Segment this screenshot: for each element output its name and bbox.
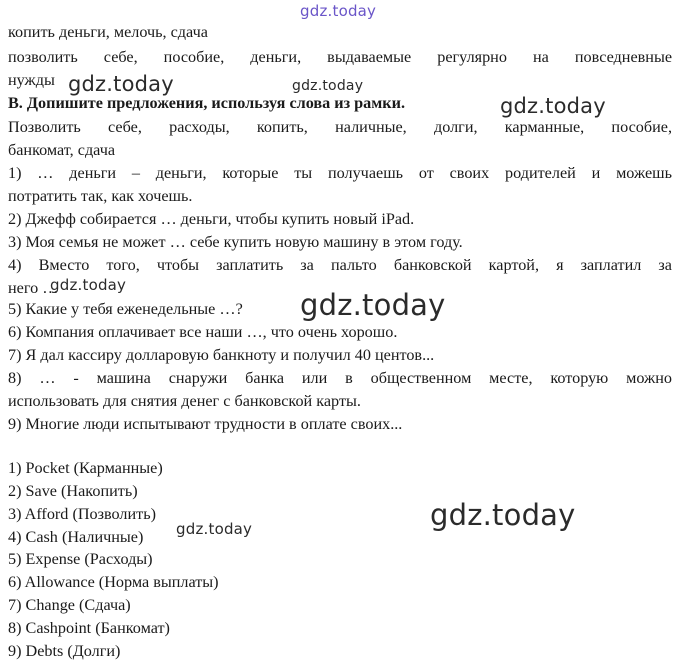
watermark: gdz.today xyxy=(50,276,127,294)
watermark: gdz.today xyxy=(68,72,174,96)
sentence-line: 6) Компания оплачивает все наши …, что очень хорошо. xyxy=(8,323,398,341)
sentence-line: потратить так, как хочешь. xyxy=(8,187,193,205)
sentence-line: 8) … - машина снаружи банка или в общественном месте, которую можно xyxy=(8,369,672,387)
watermark: gdz.today xyxy=(176,520,253,538)
sentence-line: 2) Джефф собирается … деньги, чтобы купить новый iPad. xyxy=(8,210,415,228)
watermark: gdz.today xyxy=(500,94,606,118)
exercise-b-heading: B. Допишите предложения, используя слова из рамки. xyxy=(8,94,405,112)
answer-item: 1) Pocket (Карманные) xyxy=(8,459,163,477)
sentence-line: него … xyxy=(8,279,59,297)
vocab-line-1: копить деньги, мелочь, сдача xyxy=(8,23,208,41)
answer-item: 6) Allowance (Норма выплаты) xyxy=(8,573,219,591)
sentence-line: 5) Какие у тебя еженедельные …? xyxy=(8,300,243,318)
vocab-line-3: нужды xyxy=(8,71,55,89)
sentence-line: 7) Я дал кассиру долларовую банкноту и получил 40 центов... xyxy=(8,346,435,364)
watermark: gdz.today xyxy=(300,288,446,322)
watermark: gdz.today xyxy=(292,78,364,94)
answer-item: 4) Cash (Наличные) xyxy=(8,528,144,546)
sentence-line: 9) Многие люди испытывают трудности в оплате своих... xyxy=(8,415,403,433)
answer-item: 5) Expense (Расходы) xyxy=(8,550,153,568)
sentence-line: 3) Моя семья не может … себе купить новую машину в этом году. xyxy=(8,233,463,251)
sentence-line: использовать для снятия денег с банковской карты. xyxy=(8,392,361,410)
sentence-line: 4) Вместо того, чтобы заплатить за пальто банковской картой, я заплатил за xyxy=(8,256,672,274)
answer-item: 8) Cashpoint (Банкомат) xyxy=(8,619,170,637)
vocab-line-2: позволить себе, пособие, деньги, выдаваемые регулярно на повседневные xyxy=(8,48,672,66)
answer-item: 9) Debts (Долги) xyxy=(8,642,121,660)
answer-item: 7) Change (Сдача) xyxy=(8,596,131,614)
word-box-line-2: банкомат, сдача xyxy=(8,141,116,159)
answer-item: 3) Afford (Позволить) xyxy=(8,505,157,523)
sentence-line: 1) … деньги – деньги, которые ты получаешь от своих родителей и можешь xyxy=(8,164,672,182)
answer-item: 2) Save (Накопить) xyxy=(8,482,138,500)
watermark: gdz.today xyxy=(300,2,377,20)
watermark: gdz.today xyxy=(430,498,576,532)
word-box-line-1: Позволить себе, расходы, копить, наличные, долги, карманные, пособие, xyxy=(8,118,672,136)
